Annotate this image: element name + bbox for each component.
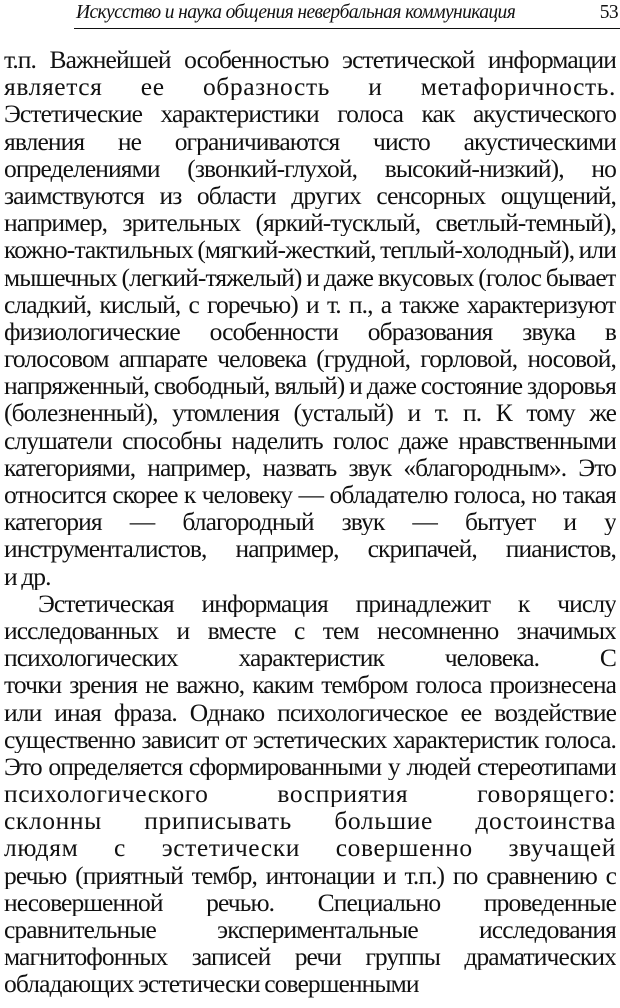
text-line: речью (приятный тембр, интонации и т.п.) по сравнению с xyxy=(4,861,616,889)
text-line: инструменталистов, например, скрипачей, пианистов, xyxy=(4,535,616,563)
text-line: категориями, например, назвать звук «благородным». Это xyxy=(4,453,616,481)
text-line: Эстетические характеристики голоса как акустического xyxy=(4,100,616,128)
text-line: является ее образность и метафоричность. xyxy=(4,73,616,101)
text-line: и др. xyxy=(4,562,51,590)
text-line: психологических характеристик человека. С xyxy=(4,644,616,672)
text-line: определениями (звонкий-глухой, высокий-низкий), но xyxy=(4,154,616,182)
text-line: заимствуются из области других сенсорных ощущений, xyxy=(4,181,616,210)
page-body xyxy=(4,46,616,998)
text-line: голосовом аппарате человека (грудной, горловой, носовой, xyxy=(4,345,616,373)
text-line: напряженный, свободный, вялый) и даже состояние здоровья xyxy=(4,372,616,400)
text-line: точки зрения не важно, каким тембром голоса произнесена xyxy=(4,671,616,699)
page-number: 53 xyxy=(599,2,618,23)
text-line: например, зрительных (яркий-тусклый, светлый-темный), xyxy=(4,209,616,237)
text-line: исследованных и вместе с тем несомненно значимых xyxy=(4,616,616,645)
text-line: магнитофонных записей речи группы драматических xyxy=(4,943,616,971)
text-line: несовершенной речью. Специально проведенные xyxy=(4,888,616,916)
text-line: слушатели способны наделить голос даже нравственными xyxy=(4,426,616,454)
text-line: существенно зависит от эстетических характеристик голоса. xyxy=(4,725,616,753)
text-line: или иная фраза. Однако психологическое ее воздействие xyxy=(4,698,616,726)
paragraph xyxy=(4,590,616,998)
text-line: Это определяется сформированными у людей стереотипами xyxy=(4,752,616,781)
text-line: Эстетическая информация принадлежит к числу xyxy=(38,589,616,617)
running-header xyxy=(74,0,620,29)
header-title: Искусство и наука общения невербальная коммуникация xyxy=(76,2,516,23)
text-line: сравнительные экспериментальные исследования xyxy=(4,916,616,944)
text-line: относится скорее к человеку — обладателю голоса, но такая xyxy=(4,481,616,509)
text-line: физиологические особенности образования звука в xyxy=(4,317,616,346)
text-line: кожно-тактильных (мягкий-жесткий, теплый-холодный), или xyxy=(4,236,616,264)
text-line: психологического восприятия говорящего: xyxy=(4,780,616,808)
text-line: людям с эстетически совершенно звучащей xyxy=(4,834,616,862)
text-line: явления не ограничиваются чисто акустическими xyxy=(4,127,616,155)
text-line: категория — благородный звук — бытует и у xyxy=(4,508,616,536)
text-line: сладкий, кислый, с горечью) и т. п., а также характеризуют xyxy=(4,290,616,318)
text-line: склонны приписывать большие достоинства xyxy=(4,807,616,835)
text-line: т.п. Важнейшей особенностью эстетической информации xyxy=(4,46,616,74)
text-line: (болезненный), утомления (усталый) и т. п. К тому же xyxy=(4,399,616,427)
paragraph xyxy=(4,46,616,590)
text-line: обладающих эстетически совершенными xyxy=(4,970,419,998)
text-line: мышечных (легкий-тяжелый) и даже вкусовых (голос бывает xyxy=(4,263,616,291)
